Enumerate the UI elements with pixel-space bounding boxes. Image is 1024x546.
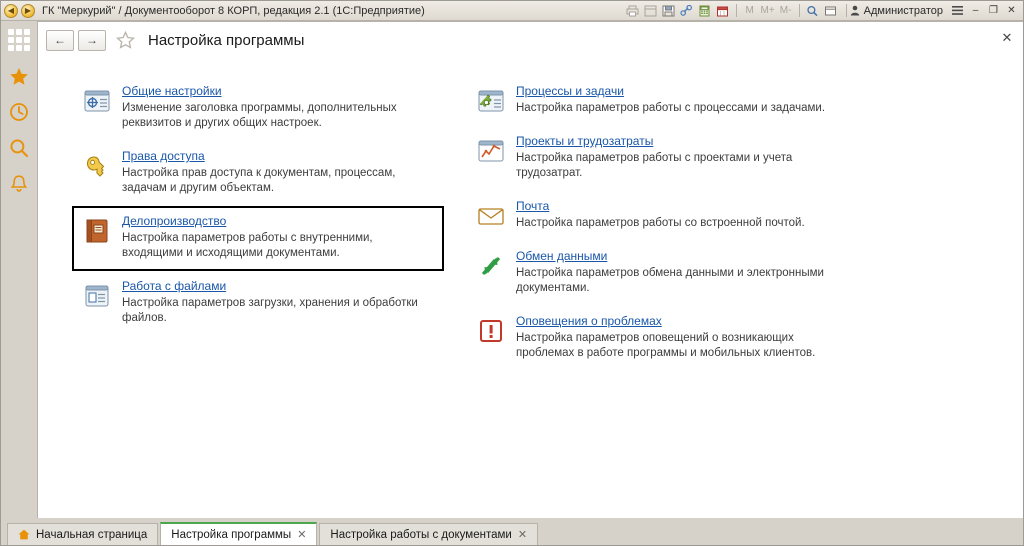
bell-icon	[9, 174, 29, 194]
settings-desc-access-rights: Настройка прав доступа к документам, процессам, задачам и другим объектам.	[122, 167, 396, 194]
text-size-m-icon[interactable]: M	[745, 5, 754, 16]
records-management-icon	[82, 216, 112, 246]
sidebar-item-history[interactable]	[6, 99, 32, 125]
minimize-button[interactable]: –	[972, 5, 979, 16]
settings-desc-mail: Настройка параметров работы со встроенной почтой.	[516, 217, 805, 229]
toolbar-separator-3	[846, 4, 847, 17]
add-to-favorites-icon[interactable]	[114, 29, 136, 51]
calendar-icon[interactable]	[715, 3, 731, 19]
settings-desc-data-exchange: Настройка параметров обмена данными и электронными документами.	[516, 267, 824, 294]
clock-icon	[9, 102, 29, 122]
taskbar-tab-home[interactable]	[7, 523, 158, 545]
user-icon	[850, 5, 860, 16]
content-panel	[37, 21, 1023, 518]
settings-item-text	[516, 314, 828, 361]
sidebar-item-notifications[interactable]	[6, 171, 32, 197]
alert-exclamation-icon	[476, 316, 506, 346]
settings-link-access-rights[interactable]: Права доступа	[122, 149, 205, 163]
mail-envelope-icon	[476, 201, 506, 231]
settings-link-records-management[interactable]: Делопроизводство	[122, 214, 227, 228]
text-size-m-plus-icon[interactable]: M+	[760, 5, 775, 16]
settings-desc-projects: Настройка параметров работы с проектами и учета трудозатрат.	[516, 152, 793, 179]
calculator-icon[interactable]	[697, 3, 713, 19]
settings-item-text	[122, 84, 434, 131]
settings-link-general[interactable]: Общие настройки	[122, 84, 222, 98]
settings-item-general[interactable]	[72, 76, 444, 141]
user-name: Администратор	[863, 4, 943, 17]
home-icon	[18, 529, 30, 540]
settings-item-text	[122, 214, 434, 261]
user-indicator[interactable]	[850, 5, 949, 17]
sidebar-item-sections[interactable]	[6, 27, 32, 53]
page-title: Настройка программы	[148, 31, 305, 49]
settings-item-mail[interactable]	[466, 191, 838, 241]
taskbar-tab-label: Настройка работы с документами	[330, 528, 512, 541]
taskbar-tab-close-button[interactable]: ✕	[517, 529, 528, 541]
projects-chart-icon	[476, 136, 506, 166]
window-buttons	[949, 3, 1020, 18]
settings-column-right	[466, 76, 838, 518]
files-icon	[82, 281, 112, 311]
settings-link-projects[interactable]: Проекты и трудозатраты	[516, 134, 654, 148]
settings-link-data-exchange[interactable]: Обмен данными	[516, 249, 608, 263]
taskbar-tab-close-button[interactable]: ✕	[297, 529, 307, 541]
title-bar	[1, 1, 1023, 21]
title-bar-toolbar	[625, 3, 843, 19]
back-arrow-icon[interactable]: ◀	[4, 4, 18, 18]
settings-item-data-exchange[interactable]	[466, 241, 838, 306]
settings-column-left	[72, 76, 444, 518]
main-menu-icon[interactable]	[949, 3, 966, 18]
settings-item-text	[516, 84, 828, 116]
save-icon[interactable]	[661, 3, 677, 19]
settings-item-text	[122, 149, 434, 196]
nav-forward-button[interactable]: →	[78, 30, 106, 51]
settings-desc-alerts: Настройка параметров оповещений о возникающих проблемах в работе программы и мобильных клиентов.	[516, 332, 816, 359]
general-settings-icon	[82, 86, 112, 116]
toolbar-separator	[736, 4, 737, 17]
settings-item-text	[516, 134, 828, 181]
settings-item-text	[122, 279, 434, 326]
preview-icon[interactable]	[643, 3, 659, 19]
close-button[interactable]: ✕	[1007, 5, 1016, 16]
forward-arrow-icon[interactable]: ▶	[21, 4, 35, 18]
settings-desc-general: Изменение заголовка программы, дополнительных реквизитов и других общих настроек.	[122, 102, 397, 129]
window-body	[1, 21, 1023, 518]
close-page-button[interactable]: ✕	[1001, 30, 1013, 45]
print-icon[interactable]	[625, 3, 641, 19]
processes-gear-icon	[476, 86, 506, 116]
settings-link-alerts[interactable]: Оповещения о проблемах	[516, 314, 662, 328]
star-icon	[9, 67, 29, 86]
maximize-button[interactable]: ❐	[989, 5, 998, 16]
window-title: ГК "Меркурий" / Документооборот 8 КОРП, редакция 2.1 (1С:Предприятие)	[42, 4, 425, 17]
navigation-bar	[38, 22, 1023, 58]
sidebar-item-search[interactable]	[6, 135, 32, 161]
settings-item-text	[516, 199, 828, 231]
nav-back-button[interactable]: ←	[46, 30, 74, 51]
access-rights-key-icon	[82, 151, 112, 181]
window-list-icon[interactable]	[823, 3, 839, 19]
nav-buttons	[46, 30, 106, 51]
data-exchange-arrows-icon	[476, 251, 506, 281]
taskbar-tab-document-settings[interactable]	[319, 523, 538, 545]
settings-item-text	[516, 249, 828, 296]
settings-item-files[interactable]	[72, 271, 444, 336]
settings-link-processes[interactable]: Процессы и задачи	[516, 84, 624, 98]
settings-link-mail[interactable]: Почта	[516, 199, 550, 213]
title-bar-nav-buttons	[4, 4, 40, 18]
grid-icon	[8, 29, 30, 51]
toolbar-separator-2	[799, 4, 800, 17]
sidebar-item-favorites[interactable]	[6, 63, 32, 89]
settings-grid	[38, 58, 1023, 518]
text-size-m-minus-icon[interactable]: M-	[779, 5, 792, 16]
settings-item-processes[interactable]	[466, 76, 838, 126]
settings-desc-processes: Настройка параметров работы с процессами и задачами.	[516, 102, 826, 114]
taskbar	[1, 518, 1023, 545]
taskbar-tab-program-settings[interactable]	[160, 522, 317, 545]
taskbar-tab-label: Настройка программы	[171, 528, 292, 541]
link-icon[interactable]	[679, 3, 695, 19]
settings-item-alerts[interactable]	[466, 306, 838, 371]
search-icon[interactable]	[805, 3, 821, 19]
settings-item-access-rights[interactable]	[72, 141, 444, 206]
sidebar	[1, 21, 37, 518]
taskbar-tab-label: Начальная страница	[36, 528, 148, 541]
settings-link-files[interactable]: Работа с файлами	[122, 279, 227, 293]
settings-item-projects[interactable]	[466, 126, 838, 191]
search-icon	[9, 138, 29, 158]
settings-desc-records-management: Настройка параметров работы с внутренними, входящими и исходящими документами.	[122, 232, 373, 259]
settings-desc-files: Настройка параметров загрузки, хранения и обработки файлов.	[122, 297, 418, 324]
settings-item-records-management[interactable]	[72, 206, 444, 271]
